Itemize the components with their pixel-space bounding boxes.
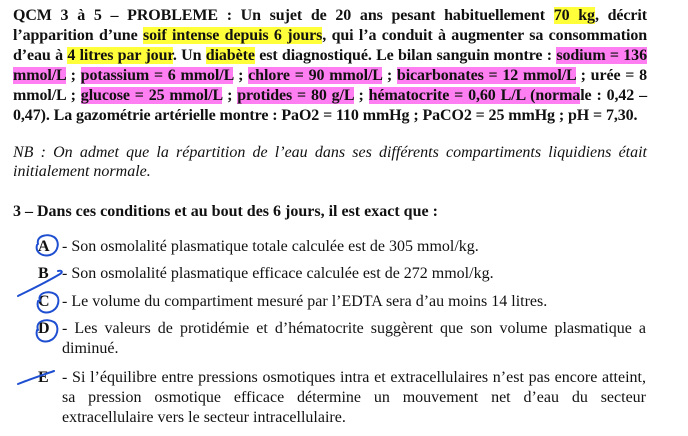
option-d-letter: D xyxy=(38,320,50,337)
highlight-diabetes: diabète xyxy=(205,47,255,64)
option-a-text: - Son osmolalité plasmatique totale calculée est de 305 mmol/kg. xyxy=(62,238,479,255)
nb-note: NB : On admet que la répartition de l’eau dans ses différents compartiments liquidiens était initialement normale. xyxy=(13,144,647,180)
highlight-thirst: soif intense depuis 6 jours xyxy=(143,27,323,44)
highlight-chlore: chlore = 90 mmol/L xyxy=(248,67,382,84)
problem-statement: QCM 3 à 5 – PROBLEME : Un sujet de 20 ans pesant habituellement 70 kg, décrit l’apparition d’une soif intense depuis 6 jours, qui l’a conduit à augmenter sa consommation d’eau à 4 litres par jour. Un diabète est diagnostiqué. Le bilan sanguin montre : sodium = 136 mmol/L ; potassium = 6 mmol/L ; chlore = 90 mmol/L ; bicarbonates = 12 mmol/L ; urée = 8 mmol/L ; glucose = 25 mmol/L ; protides = 80 g/L ; hématocrite = 0,60 L/L (normale : 0,42 – 0,47). La gazométrie artérielle montre : PaO2 = 110 mmHg ; PaCO2 = 25 mmHg ; pH = 7,30. xyxy=(13,7,648,124)
option-e-text: - Si l’équilibre entre pressions osmotiques intra et extracellulaires n’est pas encore atteint, sa pression osmotique efficace détermine un mouvement net d’eau du secteur extracellulaire vers le secteur intracellulaire. xyxy=(62,369,646,426)
option-e-letter: E xyxy=(38,369,49,386)
option-b-text: - Son osmolalité plasmatique efficace calculée est de 272 mmol/kg. xyxy=(62,265,494,282)
highlight-bicarbonates: bicarbonates = 12 mmol/L xyxy=(396,67,576,84)
highlight-sodium: sodium = 136 mmol/L xyxy=(13,47,647,84)
question-title: 3 – Dans ces conditions et au bout des 6 jours, il est exact que : xyxy=(13,203,438,220)
highlight-water: 4 litres par jour xyxy=(67,47,173,64)
highlight-protides: protides = 80 g/L xyxy=(237,87,354,104)
highlight-potassium: potassium = 6 mmol/L xyxy=(80,67,234,84)
highlight-glucose: glucose = 25 mmol/L xyxy=(80,87,223,104)
option-a-letter: A xyxy=(38,238,50,255)
option-c-text: - Le volume du compartiment mesuré par l’EDTA sera d’au moins 14 litres. xyxy=(62,293,548,310)
problem-heading: QCM 3 à 5 – PROBLEME : xyxy=(13,7,232,24)
highlight-weight: 70 kg xyxy=(553,7,595,24)
option-c-letter: C xyxy=(38,293,50,310)
highlight-hematocrite: hématocrite = 0,60 L/L (norma xyxy=(368,87,581,104)
option-d-text: - Les valeurs de protidémie et d’hématocrite suggèrent que son volume plasmatique a diminué. xyxy=(62,320,646,357)
option-b-letter: B xyxy=(38,265,49,282)
